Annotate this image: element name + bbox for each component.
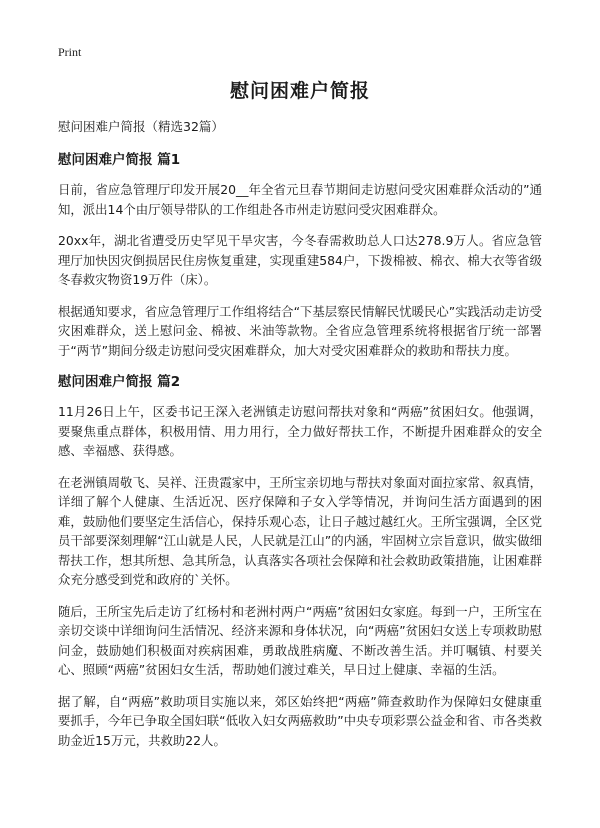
page-title: 慰问困难户简报 xyxy=(229,80,370,102)
document-subtitle: 慰问困难户简报（精选32篇） xyxy=(58,119,224,134)
section-heading: 慰问困难户简报 篇2 xyxy=(58,374,181,390)
paragraph: 11月26日上午，区委书记王深入老洲镇走访慰问帮扶对象和“两癌”贫困妇女。他强调，要聚焦重点群体，积极用情、用力用行，全力做好帮扶工作，不断提升困难群众的安全感、幸福感、获得感。 xyxy=(58,404,542,458)
section-heading: 慰问困难户简报 篇1 xyxy=(58,152,181,168)
paragraph: 随后，王所宝先后走访了红杨村和老洲村两户“两癌”贫困妇女家庭。每到一户，王所宝在亲切交谈中详细询问生活情况、经济来源和身体状况，向“两癌”贫困妇女送上专项救助慰问金，鼓励她们积极面对疾病困难，勇敢战胜病魔、不断改善生活。并叮嘱镇、村要关心、照顾“两癌”贫困妇女生活，帮助她们渡过难关，早日过上健康、幸福的生活。 xyxy=(58,603,542,677)
paragraph: 日前，省应急管理厅印发开展20__年全省元旦春节期间走访慰问受灾困难群众活动的”通知，派出14个由厅领导带队的工作组赴各市州走访慰问受灾困难群众。 xyxy=(58,182,542,217)
paragraph: 根据通知要求，省应急管理厅工作组将结合“下基层察民情解民忧暖民心”实践活动走访受灾困难群众，送上慰问金、棉被、米油等款物。全省应急管理系统将根据省厅统一部署于“两节”期间分级走访慰问受灾困难群众，加大对受灾困难群众的救助和帮扶力度。 xyxy=(58,303,542,358)
section-2 xyxy=(58,372,542,750)
paragraph: 20xx年，湖北省遭受历史罕见干旱灾害，今冬春需救助总人口达278.9万人。省应急管理厅加快因灾倒损居民住房恢复重建，实现重建584户，下拨棉被、棉衣、棉大衣等省级冬春救灾物资19万件（床）。 xyxy=(58,233,542,287)
print-link[interactable]: Print xyxy=(58,45,82,59)
section-1 xyxy=(58,150,542,360)
paragraph: 在老洲镇周敬飞、吴祥、汪贵霞家中，王所宝亲切地与帮扶对象面对面拉家常、叙真情，详细了解个人健康、生活近况、医疗保障和子女入学等情况，并询问生活方面遇到的困难，鼓励他们要坚定生活信心，保持乐观心态，让日子越过越红火。王所宝强调，全区党员干部要深刻理解“江山就是人民，人民就是江山”的内涵，牢固树立宗旨意识，做实做细帮扶工作，想其所想、急其所急，认真落实各项社会保障和社会救助政策措施，让困难群众充分感受到党和政府的`关怀。 xyxy=(58,474,542,587)
paragraph: 据了解，自“两癌”救助项目实施以来，郊区始终把“两癌”筛查救助作为保障妇女健康重要抓手，今年已争取全国妇联“低收入妇女两癌救助”中央专项彩票公益金和省、市各类救助金近15万元，共救助22人。 xyxy=(58,693,542,748)
